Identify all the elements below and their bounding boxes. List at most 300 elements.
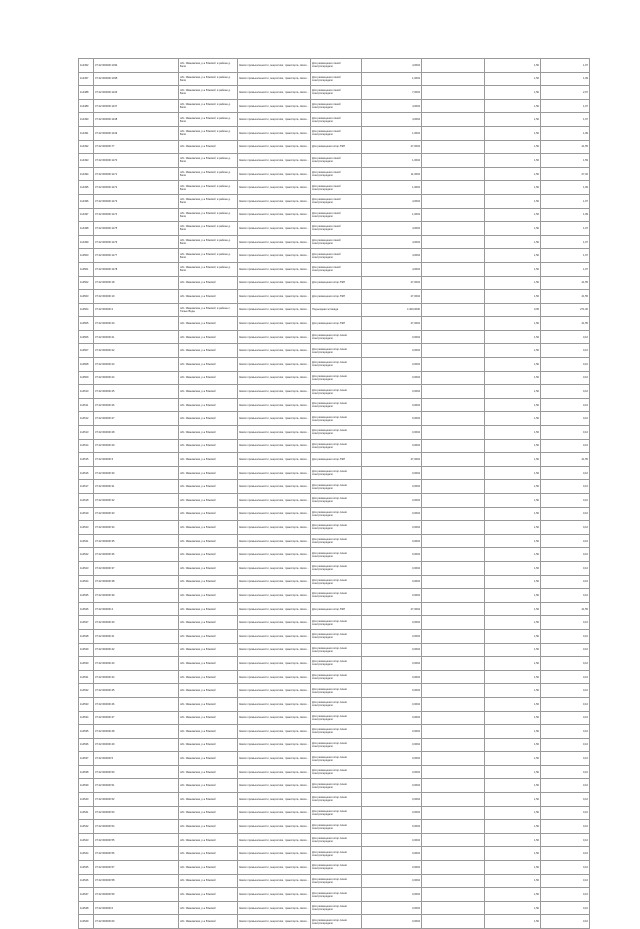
empty-cell xyxy=(422,874,485,888)
area-cell: 0,0604 xyxy=(362,915,422,929)
address-cell: обл. Ивановская, р-н Южский xyxy=(179,888,238,902)
area-cell: 4,0604 xyxy=(362,59,422,73)
row-id-cell: 114491 xyxy=(79,126,94,140)
cadastral-number-cell: 37:22:000000:29 xyxy=(94,439,179,453)
address-cell: обл. Ивановская, р-н Южский xyxy=(179,507,238,521)
land-category-cell: Земли промышленности, энергетики, транспорта, связи... xyxy=(238,453,311,467)
land-category-cell: Земли промышленности, энергетики, транспорта, связи... xyxy=(238,113,311,127)
land-category-cell: Земли промышленности, энергетики, транспорта, связи... xyxy=(238,235,311,249)
cadastral-number-cell: 37:22:000000:58 xyxy=(94,874,179,888)
permitted-use-cell: Для размещения линий электропередачи xyxy=(311,249,362,263)
row-id-cell: 114533 xyxy=(79,697,94,711)
cadastral-number-cell: 37:22:000000:34 xyxy=(94,521,179,535)
land-category-cell: Земли промышленности, энергетики, транспорта, связи... xyxy=(238,59,311,73)
land-category-cell: Земли промышленности, энергетики, транспорта, связи... xyxy=(238,643,311,657)
rate-cell: 0,05 xyxy=(485,303,541,317)
land-category-cell: Земли промышленности, энергетики, транспорта, связи... xyxy=(238,629,311,643)
empty-cell xyxy=(422,847,485,861)
table-row xyxy=(79,616,590,630)
cadastral-number-cell: 37:22:000000:43 xyxy=(94,657,179,671)
cadastral-number-cell: 37:22:000000:53 xyxy=(94,806,179,820)
table-row xyxy=(79,657,590,671)
tax-amount-cell: 1,97 xyxy=(541,59,590,73)
table-row xyxy=(79,99,590,113)
tax-amount-cell: 0,10 xyxy=(541,344,590,358)
cadastral-number-cell: 37:22:000000:3 xyxy=(94,453,179,467)
address-cell: обл. Ивановская, р-н Южский xyxy=(179,385,238,399)
row-id-cell: 114457 xyxy=(79,72,94,86)
row-id-cell: 114532 xyxy=(79,684,94,698)
tax-amount-cell: 41,55 xyxy=(541,276,590,290)
land-category-cell: Земли промышленности, энергетики, транспорта, связи... xyxy=(238,358,311,372)
land-category-cell: Земли промышленности, энергетики, транспорта, связи... xyxy=(238,398,311,412)
row-id-cell: 114505 xyxy=(79,317,94,331)
row-id-cell: 114519 xyxy=(79,507,94,521)
land-category-cell: Земли промышленности, энергетики, транспорта, связи... xyxy=(238,806,311,820)
land-category-cell: Земли промышленности, энергетики, транспорта, связи... xyxy=(238,548,311,562)
rate-cell: 1,50 xyxy=(485,453,541,467)
rate-cell: 1,50 xyxy=(485,725,541,739)
cadastral-number-cell: 37:22:000000:1170 xyxy=(94,154,179,168)
area-cell: 0,0604 xyxy=(362,670,422,684)
permitted-use-cell: Для размещения опор линии электропередачи xyxy=(311,670,362,684)
table-row xyxy=(79,779,590,793)
permitted-use-cell: Для размещения опор линии электропередачи xyxy=(311,657,362,671)
row-id-cell: 114531 xyxy=(79,670,94,684)
table-row xyxy=(79,72,590,86)
land-category-cell: Земли промышленности, энергетики, транспорта, связи... xyxy=(238,249,311,263)
address-cell: обл. Ивановская, р-н Южский xyxy=(179,670,238,684)
rate-cell: 1,50 xyxy=(485,330,541,344)
address-cell: обл. Ивановская, р-н Южский xyxy=(179,684,238,698)
area-cell: 0,0604 xyxy=(362,793,422,807)
address-cell: обл. Ивановская, р-н Южский xyxy=(179,643,238,657)
table-row xyxy=(79,806,590,820)
tax-amount-cell: 1,97 xyxy=(541,99,590,113)
rate-cell: 1,50 xyxy=(485,833,541,847)
cadastral-number-cell: 37:22:000000:44 xyxy=(94,670,179,684)
address-cell: обл. Ивановская, р-н Южский, в районе д. Бели xyxy=(179,86,238,100)
land-category-cell: Земли промышленности, энергетики, транспорта, связи... xyxy=(238,72,311,86)
row-id-cell: 114517 xyxy=(79,480,94,494)
rate-cell: 1,50 xyxy=(485,385,541,399)
land-category-cell: Земли промышленности, энергетики, транспорта, связи... xyxy=(238,711,311,725)
cadastral-number-cell: 37:22:000000:54 xyxy=(94,820,179,834)
address-cell: обл. Ивановская, р-н Южский, в районе д. Бели xyxy=(179,126,238,140)
row-id-cell: 114490 xyxy=(79,113,94,127)
empty-cell xyxy=(422,738,485,752)
cadastral-number-cell: 37:22:000000:26 xyxy=(94,398,179,412)
rate-cell: 1,50 xyxy=(485,861,541,875)
permitted-use-cell: Для размещения опор ЛЭП xyxy=(311,602,362,616)
table-row xyxy=(79,589,590,603)
empty-cell xyxy=(422,194,485,208)
address-cell: обл. Ивановская, р-н Южский, в районе д. Бели xyxy=(179,235,238,249)
empty-cell xyxy=(422,113,485,127)
land-category-cell: Земли промышленности, энергетики, транспорта, связи... xyxy=(238,616,311,630)
tax-amount-cell: 1,97 xyxy=(541,262,590,276)
permitted-use-cell: Для размещения опор линии электропередачи xyxy=(311,548,362,562)
cadastral-number-cell: 37:22:000000:21 xyxy=(94,330,179,344)
tax-amount-cell: 0,10 xyxy=(541,874,590,888)
land-category-cell: Земли промышленности, энергетики, транспорта, связи... xyxy=(238,684,311,698)
rate-cell: 1,50 xyxy=(485,888,541,902)
permitted-use-cell: Для размещения линий электропередачи xyxy=(311,181,362,195)
table-row xyxy=(79,575,590,589)
empty-cell xyxy=(422,99,485,113)
row-id-cell: 114547 xyxy=(79,888,94,902)
area-cell: 0,0604 xyxy=(362,480,422,494)
address-cell: обл. Ивановская, р-н Южский xyxy=(179,290,238,304)
empty-cell xyxy=(422,371,485,385)
area-cell: 4,0604 xyxy=(362,194,422,208)
permitted-use-cell: Для размещения опор линии электропередачи xyxy=(311,344,362,358)
permitted-use-cell: Для размещения опор линии электропередачи xyxy=(311,439,362,453)
area-cell: 0,0604 xyxy=(362,439,422,453)
table-row xyxy=(79,711,590,725)
address-cell: обл. Ивановская, р-н Южский, в районе д. Бели xyxy=(179,249,238,263)
row-id-cell: 114506 xyxy=(79,330,94,344)
empty-cell xyxy=(422,330,485,344)
land-category-cell: Земли промышленности, энергетики, транспорта, связи... xyxy=(238,725,311,739)
rate-cell: 1,50 xyxy=(485,126,541,140)
area-cell: 4,0604 xyxy=(362,99,422,113)
table-body xyxy=(79,59,590,929)
table-row xyxy=(79,915,590,929)
permitted-use-cell: Для размещения опор линии электропередачи xyxy=(311,589,362,603)
table-row xyxy=(79,561,590,575)
row-id-cell: 114516 xyxy=(79,466,94,480)
table-row xyxy=(79,344,590,358)
rate-cell: 1,50 xyxy=(485,208,541,222)
address-cell: обл. Ивановская, р-н Южский xyxy=(179,589,238,603)
area-cell: 4,0604 xyxy=(362,249,422,263)
land-category-cell: Земли промышленности, энергетики, транспорта, связи... xyxy=(238,765,311,779)
address-cell: обл. Ивановская, р-н Южский, в районе д. Бели xyxy=(179,194,238,208)
area-cell: 0,0604 xyxy=(362,901,422,915)
table-row xyxy=(79,480,590,494)
permitted-use-cell: Для размещения опор линии электропередачи xyxy=(311,575,362,589)
area-cell: 1,0604 xyxy=(362,154,422,168)
address-cell: обл. Ивановская, р-н Южский xyxy=(179,861,238,875)
row-id-cell: 114525 xyxy=(79,589,94,603)
empty-cell xyxy=(422,412,485,426)
area-cell: 0,0604 xyxy=(362,820,422,834)
address-cell: обл. Ивановская, р-н Южский xyxy=(179,847,238,861)
table-row xyxy=(79,86,590,100)
row-id-cell: 114523 xyxy=(79,561,94,575)
tax-amount-cell: 0,10 xyxy=(541,806,590,820)
table-row xyxy=(79,888,590,902)
empty-cell xyxy=(422,140,485,154)
table-row xyxy=(79,208,590,222)
tax-amount-cell: 0,10 xyxy=(541,765,590,779)
area-cell: 0,0604 xyxy=(362,629,422,643)
address-cell: обл. Ивановская, р-н Южский xyxy=(179,765,238,779)
land-category-cell: Земли промышленности, энергетики, транспорта, связи... xyxy=(238,371,311,385)
rate-cell: 1,50 xyxy=(485,684,541,698)
tax-amount-cell: 0,10 xyxy=(541,371,590,385)
address-cell: обл. Ивановская, р-н Южский, в районе с. Талые Воды xyxy=(179,303,238,317)
land-category-cell: Земли промышленности, энергетики, транспорта, связи... xyxy=(238,99,311,113)
tax-amount-cell: 0,10 xyxy=(541,494,590,508)
land-category-cell: Земли промышленности, энергетики, транспорта, связи... xyxy=(238,561,311,575)
address-cell: обл. Ивановская, р-н Южский xyxy=(179,575,238,589)
rate-cell: 1,50 xyxy=(485,317,541,331)
cadastral-number-cell: 37:22:000000:4 xyxy=(94,602,179,616)
rate-cell: 1,50 xyxy=(485,358,541,372)
row-id-cell: 114522 xyxy=(79,548,94,562)
address-cell: обл. Ивановская, р-н Южский xyxy=(179,833,238,847)
tax-amount-cell: 0,10 xyxy=(541,398,590,412)
cadastral-number-cell: 37:22:000000:35 xyxy=(94,534,179,548)
rate-cell: 1,50 xyxy=(485,629,541,643)
table-row xyxy=(79,820,590,834)
permitted-use-cell: Для размещения линий электропередачи xyxy=(311,235,362,249)
land-category-cell: Земли промышленности, энергетики, транспорта, связи... xyxy=(238,140,311,154)
land-category-cell: Земли промышленности, энергетики, транспорта, связи... xyxy=(238,752,311,766)
rate-cell: 1,50 xyxy=(485,820,541,834)
cadastral-number-cell: 37:22:000000:1171 xyxy=(94,167,179,181)
rate-cell: 1,50 xyxy=(485,670,541,684)
cadastral-number-cell: 37:22:000000:23 xyxy=(94,358,179,372)
tax-amount-cell: 0,10 xyxy=(541,861,590,875)
land-category-cell: Земли промышленности, энергетики, транспорта, связи... xyxy=(238,738,311,752)
area-cell: 0,0604 xyxy=(362,398,422,412)
address-cell: обл. Ивановская, р-н Южский, в районе д. Бели xyxy=(179,167,238,181)
rate-cell: 1,50 xyxy=(485,167,541,181)
permitted-use-cell: Для размещения опор линии электропередачи xyxy=(311,779,362,793)
area-cell: 0,0604 xyxy=(362,874,422,888)
table-row xyxy=(79,548,590,562)
tax-amount-cell: 0,10 xyxy=(541,752,590,766)
row-id-cell: 114495 xyxy=(79,181,94,195)
area-cell: 0,0604 xyxy=(362,494,422,508)
table-row xyxy=(79,861,590,875)
address-cell: обл. Ивановская, р-н Южский xyxy=(179,344,238,358)
land-category-cell: Земли промышленности, энергетики, транспорта, связи... xyxy=(238,575,311,589)
tax-amount-cell: 0,10 xyxy=(541,901,590,915)
cadastral-number-cell: 37:22:000000:77 xyxy=(94,140,179,154)
rate-cell: 1,50 xyxy=(485,426,541,440)
permitted-use-cell: Для размещения линий электропередачи xyxy=(311,72,362,86)
area-cell: 0,0604 xyxy=(362,847,422,861)
address-cell: обл. Ивановская, р-н Южский, в районе д. Бели xyxy=(179,113,238,127)
rate-cell: 1,50 xyxy=(485,99,541,113)
permitted-use-cell: Для размещения опор линии электропередачи xyxy=(311,358,362,372)
row-id-cell: 114540 xyxy=(79,793,94,807)
row-id-cell: 114452 xyxy=(79,59,94,73)
empty-cell xyxy=(422,290,485,304)
table-row xyxy=(79,181,590,195)
row-id-cell: 114501 xyxy=(79,262,94,276)
area-cell: 0,0604 xyxy=(362,466,422,480)
empty-cell xyxy=(422,670,485,684)
empty-cell xyxy=(422,521,485,535)
table-row xyxy=(79,765,590,779)
permitted-use-cell: Для размещения опор линии электропередачи xyxy=(311,861,362,875)
tax-amount-cell: 1,97 xyxy=(541,222,590,236)
permitted-use-cell: Для размещения опор линии электропередачи xyxy=(311,521,362,535)
tax-amount-cell: 0,10 xyxy=(541,711,590,725)
rate-cell: 1,50 xyxy=(485,847,541,861)
rate-cell: 1,50 xyxy=(485,480,541,494)
empty-cell xyxy=(422,643,485,657)
tax-amount-cell: 0,10 xyxy=(541,888,590,902)
permitted-use-cell: Для размещения опор линии электропередачи xyxy=(311,888,362,902)
empty-cell xyxy=(422,480,485,494)
tax-amount-cell: 0,10 xyxy=(541,575,590,589)
land-category-cell: Земли промышленности, энергетики, транспорта, связи... xyxy=(238,534,311,548)
tax-amount-cell: 41,55 xyxy=(541,140,590,154)
permitted-use-cell: Подъездная эстакада xyxy=(311,303,362,317)
tax-amount-cell: 1,97 xyxy=(541,249,590,263)
cadastral-number-cell: 37:22:000000:24 xyxy=(94,371,179,385)
area-cell: 0,0604 xyxy=(362,779,422,793)
tax-amount-cell: 0,10 xyxy=(541,548,590,562)
rate-cell: 1,50 xyxy=(485,344,541,358)
table-row xyxy=(79,534,590,548)
tax-amount-cell: 0,10 xyxy=(541,589,590,603)
land-category-cell: Земли промышленности, энергетики, транспорта, связи... xyxy=(238,262,311,276)
permitted-use-cell: Для размещения линий электропередачи xyxy=(311,194,362,208)
permitted-use-cell: Для размещения опор линии электропередачи xyxy=(311,901,362,915)
table-row xyxy=(79,222,590,236)
empty-cell xyxy=(422,534,485,548)
table-row xyxy=(79,235,590,249)
area-cell: 0,0604 xyxy=(362,697,422,711)
empty-cell xyxy=(422,861,485,875)
empty-cell xyxy=(422,901,485,915)
tax-amount-cell: 2,97 xyxy=(541,86,590,100)
rate-cell: 1,50 xyxy=(485,371,541,385)
cadastral-number-cell: 37:22:000000:52 xyxy=(94,793,179,807)
tax-amount-cell: 0,10 xyxy=(541,915,590,929)
rate-cell: 1,50 xyxy=(485,72,541,86)
address-cell: обл. Ивановская, р-н Южский xyxy=(179,806,238,820)
address-cell: обл. Ивановская, р-н Южский xyxy=(179,140,238,154)
rate-cell: 1,50 xyxy=(485,235,541,249)
address-cell: обл. Ивановская, р-н Южский xyxy=(179,439,238,453)
table-row xyxy=(79,126,590,140)
tax-amount-cell: 0,10 xyxy=(541,833,590,847)
table-row xyxy=(79,426,590,440)
area-cell: 0,0604 xyxy=(362,806,422,820)
tax-amount-cell: 0,10 xyxy=(541,657,590,671)
empty-cell xyxy=(422,317,485,331)
permitted-use-cell: Для размещения опор линии электропередачи xyxy=(311,426,362,440)
permitted-use-cell: Для размещения опор линии электропередачи xyxy=(311,820,362,834)
address-cell: обл. Ивановская, р-н Южский xyxy=(179,494,238,508)
empty-cell xyxy=(422,806,485,820)
empty-cell xyxy=(422,725,485,739)
land-category-cell: Земли промышленности, энергетики, транспорта, связи... xyxy=(238,507,311,521)
address-cell: обл. Ивановская, р-н Южский xyxy=(179,534,238,548)
permitted-use-cell: Для размещения опор ЛЭП xyxy=(311,317,362,331)
area-cell: 0,0604 xyxy=(362,385,422,399)
address-cell: обл. Ивановская, р-н Южский xyxy=(179,330,238,344)
row-id-cell: 114498 xyxy=(79,222,94,236)
row-id-cell: 114538 xyxy=(79,765,94,779)
cadastral-number-cell: 37:22:000000:28 xyxy=(94,426,179,440)
cadastral-number-cell: 37:22:000000:37 xyxy=(94,561,179,575)
empty-cell xyxy=(422,181,485,195)
table-row xyxy=(79,684,590,698)
cadastral-number-cell: 37:22:000000:32 xyxy=(94,494,179,508)
land-category-cell: Земли промышленности, энергетики, транспорта, связи... xyxy=(238,439,311,453)
row-id-cell: 114512 xyxy=(79,412,94,426)
cadastral-number-cell: 37:22:000000:50 xyxy=(94,765,179,779)
address-cell: обл. Ивановская, р-н Южский, в районе д. Бели xyxy=(179,262,238,276)
empty-cell xyxy=(422,793,485,807)
land-category-cell: Земли промышленности, энергетики, транспорта, связи... xyxy=(238,344,311,358)
empty-cell xyxy=(422,575,485,589)
address-cell: обл. Ивановская, р-н Южский, в районе д. Бели xyxy=(179,99,238,113)
rate-cell: 1,50 xyxy=(485,561,541,575)
tax-amount-cell: 0,10 xyxy=(541,629,590,643)
table-row xyxy=(79,59,590,73)
permitted-use-cell: Для размещения линий электропередачи xyxy=(311,59,362,73)
land-category-cell: Земли промышленности, энергетики, транспорта, связи... xyxy=(238,915,311,929)
permitted-use-cell: Для размещения опор линии электропередачи xyxy=(311,643,362,657)
cadastral-number-cell: 37:22:000000:1034 xyxy=(94,59,179,73)
empty-cell xyxy=(422,235,485,249)
rate-cell: 1,50 xyxy=(485,589,541,603)
cadastral-number-cell: 37:22:000000:22 xyxy=(94,344,179,358)
row-id-cell: 114496 xyxy=(79,194,94,208)
area-cell: 27,0604 xyxy=(362,290,422,304)
cadastral-number-cell: 37:22:000000:1035 xyxy=(94,72,179,86)
rate-cell: 1,50 xyxy=(485,697,541,711)
empty-cell xyxy=(422,72,485,86)
land-category-cell: Земли промышленности, энергетики, транспорта, связи... xyxy=(238,901,311,915)
row-id-cell: 114542 xyxy=(79,820,94,834)
address-cell: обл. Ивановская, р-н Южский xyxy=(179,779,238,793)
tax-amount-cell: 1,97 xyxy=(541,235,590,249)
row-id-cell: 114507 xyxy=(79,344,94,358)
row-id-cell: 114510 xyxy=(79,385,94,399)
row-id-cell: 114502 xyxy=(79,276,94,290)
row-id-cell: 114518 xyxy=(79,494,94,508)
cadastral-number-cell: 37:22:000000:45 xyxy=(94,684,179,698)
empty-cell xyxy=(422,398,485,412)
rate-cell: 1,50 xyxy=(485,59,541,73)
address-cell: обл. Ивановская, р-н Южский xyxy=(179,412,238,426)
land-category-cell: Земли промышленности, энергетики, транспорта, связи... xyxy=(238,126,311,140)
table-row xyxy=(79,453,590,467)
area-cell: 1,0604 xyxy=(362,181,422,195)
tax-amount-cell: 0,10 xyxy=(541,793,590,807)
land-category-cell: Земли промышленности, энергетики, транспорта, связи... xyxy=(238,670,311,684)
rate-cell: 1,50 xyxy=(485,290,541,304)
table-row xyxy=(79,290,590,304)
cadastral-number-cell: 37:22:000000:40 xyxy=(94,616,179,630)
permitted-use-cell: Для размещения опор линии электропередачи xyxy=(311,697,362,711)
land-category-cell: Земли промышленности, энергетики, транспорта, связи... xyxy=(238,330,311,344)
area-cell: 0,0604 xyxy=(362,725,422,739)
cadastral-number-cell: 37:22:000000:1139 xyxy=(94,126,179,140)
empty-cell xyxy=(422,820,485,834)
tax-amount-cell: 0,10 xyxy=(541,507,590,521)
land-category-cell: Земли промышленности, энергетики, транспорта, связи... xyxy=(238,793,311,807)
tax-amount-cell: 41,55 xyxy=(541,453,590,467)
area-cell: 1,0604 xyxy=(362,208,422,222)
address-cell: обл. Ивановская, р-н Южский xyxy=(179,466,238,480)
rate-cell: 1,50 xyxy=(485,494,541,508)
cadastral-number-cell: 37:22:000000:39 xyxy=(94,589,179,603)
row-id-cell: 114511 xyxy=(79,398,94,412)
permitted-use-cell: Для размещения опор ЛЭП xyxy=(311,140,362,154)
